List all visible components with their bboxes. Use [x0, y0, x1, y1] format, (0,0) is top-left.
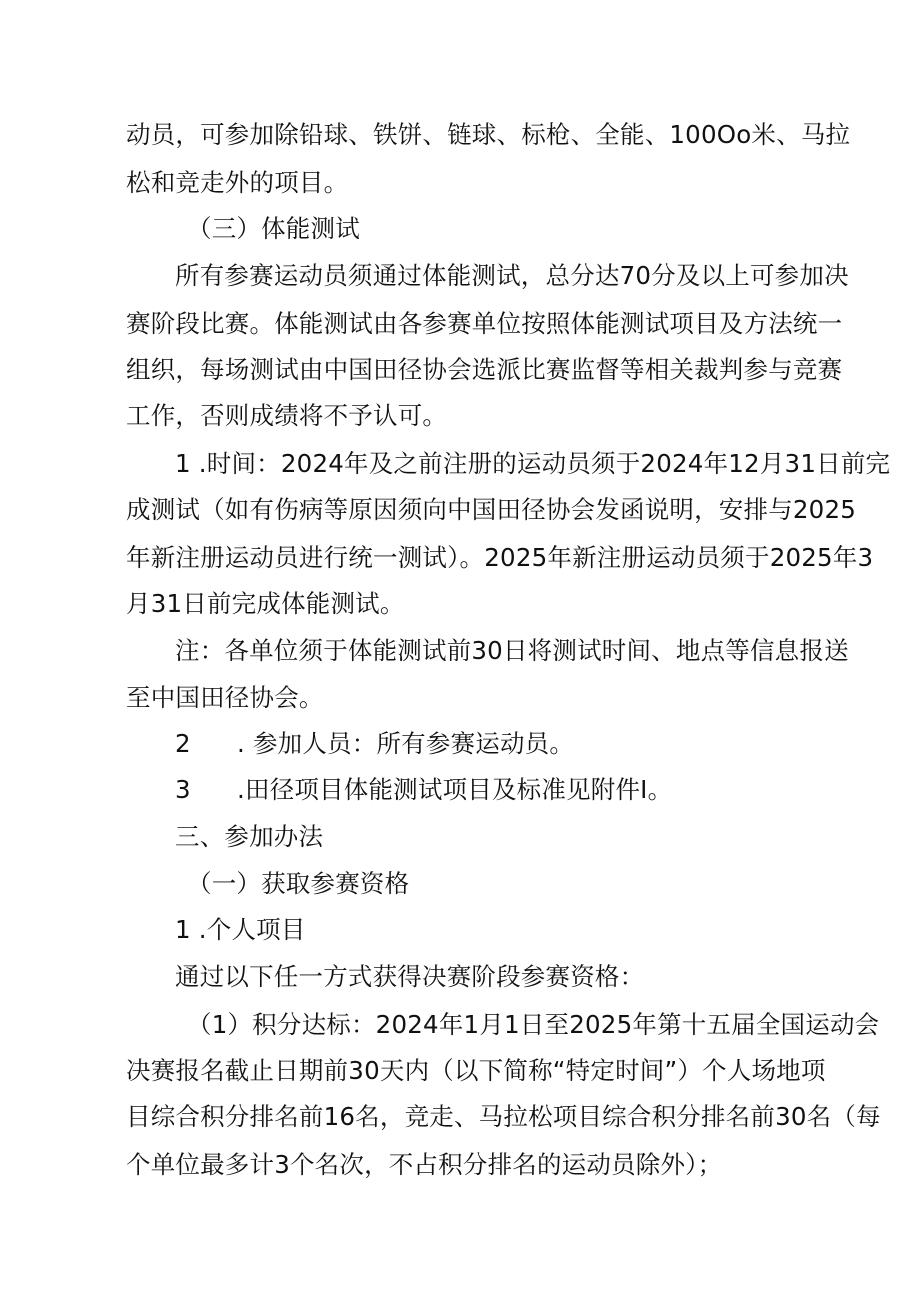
paragraph-line: 目综合积分排名前16名，竞走、马拉松项目综合积分排名前30名（每 — [126, 1102, 881, 1131]
note-line: 至中国田径协会。 — [126, 683, 324, 712]
paragraph-line: 决赛报名截止日期前30天内（以下简称“特定时间”）个人场地项 — [126, 1056, 826, 1085]
list-item: 1 .个人项目 — [175, 915, 306, 944]
list-item: . 参加人员：所有参赛运动员。 — [237, 729, 575, 758]
paragraph-line: 松和竞走外的项目。 — [126, 168, 349, 197]
list-number: 2 — [175, 729, 191, 758]
paragraph-line: 赛阶段比赛。体能测试由各参赛单位按照体能测试项目及方法统一 — [126, 309, 843, 338]
paragraph-line: 个单位最多计3个名次，不占积分排名的运动员除外）； — [126, 1150, 723, 1179]
paragraph-line: 成测试（如有伤病等原因须向中国田径协会发函说明，安排与2025 — [126, 495, 857, 524]
section-heading: （三）体能测试 — [187, 214, 360, 243]
list-number: 3 — [175, 775, 191, 804]
paragraph-line: （1）积分达标：2024年1月1日至2025年第十五届全国运动会 — [187, 1010, 880, 1039]
paragraph-line: 动员，可参加除铅球、铁饼、链球、标枪、全能、100Oo米、马拉 — [126, 120, 851, 149]
paragraph-line: 组织，每场测试由中国田径协会选派比赛监督等相关裁判参与竞赛 — [126, 355, 843, 384]
paragraph-line: 通过以下任一方式获得决赛阶段参赛资格： — [175, 962, 645, 991]
subsection-heading: （一）获取参赛资格 — [187, 869, 410, 898]
paragraph-line: 年新注册运动员进行统一测试）。2025年新注册运动员须于2025年3 — [126, 543, 874, 572]
section-heading: 三、参加办法 — [175, 822, 324, 851]
paragraph-line: 月31日前完成体能测试。 — [126, 589, 405, 618]
list-item: .田径项目体能测试项目及标准见附件I。 — [237, 775, 673, 804]
note-line: 注：各单位须于体能测试前30日将测试时间、地点等信息报送 — [175, 636, 849, 665]
paragraph-line: 所有参赛运动员须通过体能测试，总分达70分及以上可参加决 — [175, 261, 849, 290]
paragraph-line: 工作，否则成绩将不予认可。 — [126, 401, 448, 430]
list-item: 1 .时间：2024年及之前注册的运动员须于2024年12月31日前完 — [175, 449, 891, 478]
